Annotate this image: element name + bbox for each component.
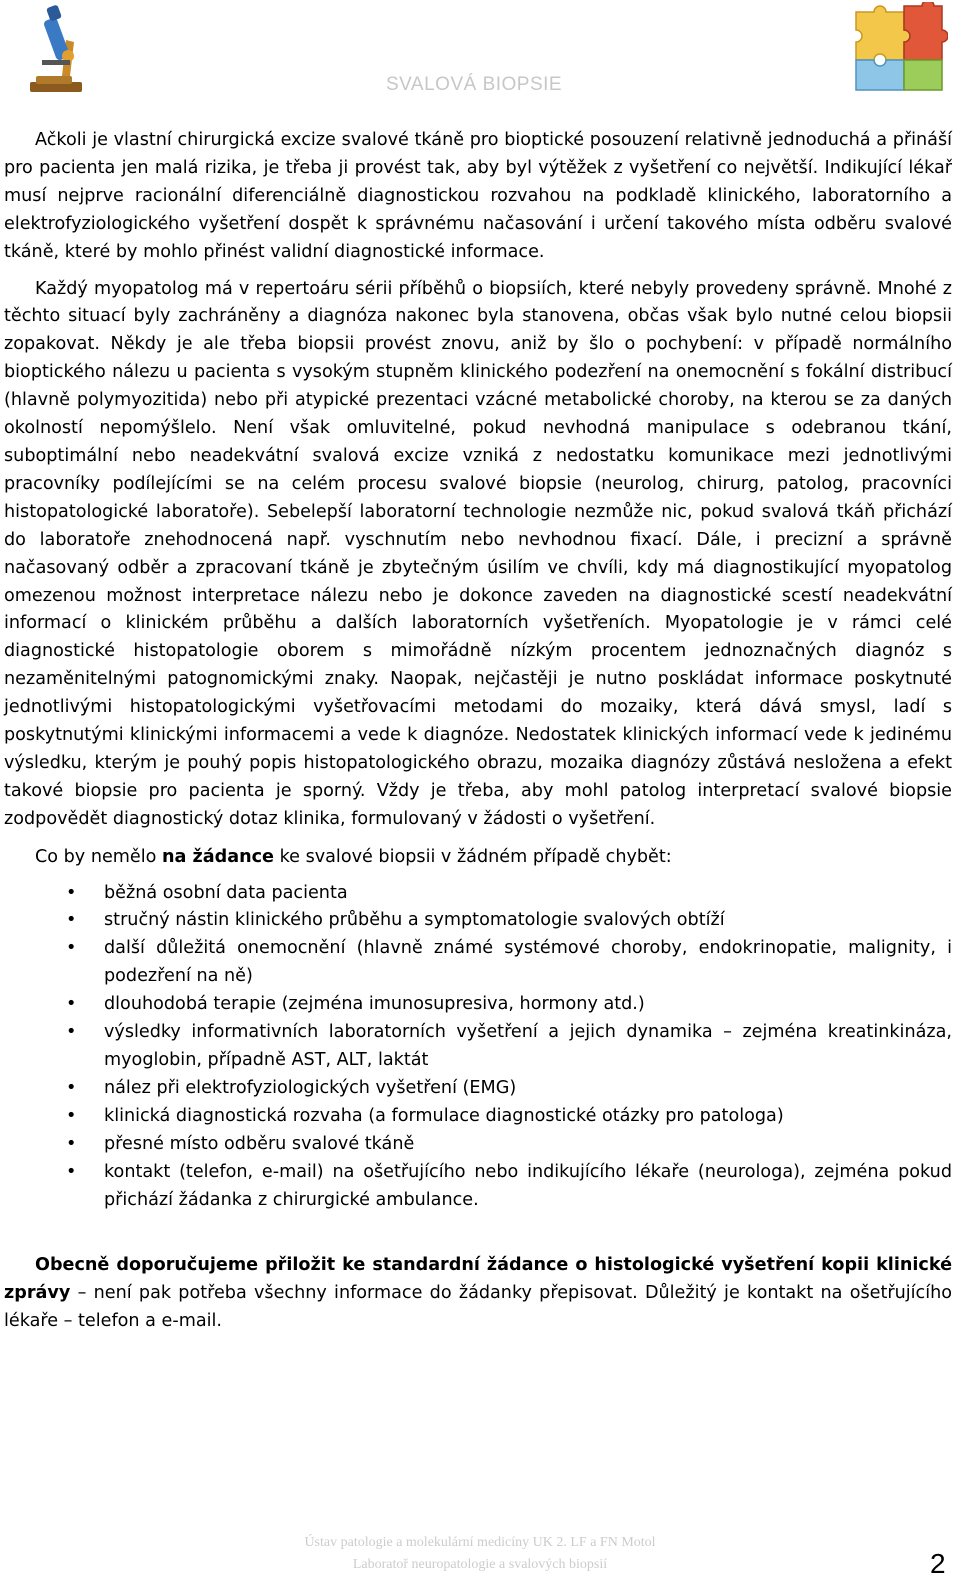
bullet-icon: •: [66, 1133, 77, 1154]
list-item: • dlouhodobá terapie (zejména imunosupresiva, hormony atd.): [4, 991, 952, 1019]
bullet-icon: •: [66, 1161, 77, 1182]
request-heading-pre: Co by nemělo: [35, 846, 162, 867]
list-item: • přesné místo odběru svalové tkáně: [4, 1131, 952, 1159]
bullet-icon: •: [66, 910, 77, 931]
request-heading-post: ke svalové biopsii v žádném případě chybět:: [274, 846, 672, 867]
microscope-icon: [22, 0, 92, 96]
list-item: • další důležitá onemocnění (hlavně známé systémové choroby, endokrinopatie, malignity, i podezření na ně): [4, 935, 952, 991]
document-body: [4, 127, 952, 1336]
bullet-icon: •: [66, 1077, 77, 1098]
bullet-icon: •: [66, 994, 77, 1015]
request-heading-bold: na žádance: [162, 846, 274, 867]
footer-institution: Ústav patologie a molekulární medicíny UK 2. LF a FN Motol: [304, 1535, 656, 1550]
footer-laboratory: Laboratoř neuropatologie a svalových biopsií: [352, 1557, 608, 1572]
bullet-icon: •: [66, 1022, 77, 1043]
header-title: SVALOVÁ BIOPSIE: [386, 74, 563, 95]
puzzle-icon: [848, 2, 948, 96]
list-item: • běžná osobní data pacienta: [4, 880, 952, 908]
bullet-icon: •: [66, 1105, 77, 1126]
intro-paragraph: Ačkoli je vlastní chirurgická excize svalové tkáně pro bioptické posouzení relativně jednoduchá a přináší pro pacienta jen malá rizika, je třeba ji provést tak, aby byl výtěžek z vyšetření co největší. Indikující lékař musí nejprve racionální diferenciálně diagnostickou rozvahou na podkladě klinického, laboratorního a elektrofyziologického vyšetření dospět k správnému načasování i určení takového místa odběru svalové tkáně, které by mohlo přinést validní diagnostické informace.: [4, 130, 952, 262]
bullet-icon: •: [66, 882, 77, 903]
requirements-list: [4, 880, 952, 1215]
list-item: • výsledky informativních laboratorních vyšetření a jejich dynamika – zejména kreatinkináza, myoglobin, případně AST, ALT, laktát: [4, 1019, 952, 1075]
stories-paragraph: Každý myopatolog má v repertoáru sérii příběhů o biopsiích, které nebyly provedeny správně. Mnohé z těchto situací byly zachráněny a diagnóza nakonec byla stanovena, občas však bylo nutné celou biopsii zopakovat. Někdy je ale třeba biopsii provést znovu, aniž by šlo o pochybení: v případě normálního bioptického nálezu u pacienta s vysokým stupněm klinického podezření na onemocnění s fokální distribucí (hlavně polymyozitida) nebo při atypické prezentaci vzácné metabolické choroby, na kterou se za daných okolností nepomýšlelo. Není však omluvitelné, pokud nevhodná manipulace s odebranou tkání, suboptimální nebo neadekvátní svalová excize vzniká z nedostatku komunikace mezi jednotlivými pracovníky podílejícími se na celém procesu svalové biopsie (neurolog, chirurg, patolog, pracovníci histopatologické laboratoře). Sebelepší laboratorní technologie nezmůže nic, pokud svalová tkáň přichází do laboratoře znehodnocená např. vyschnutím nebo nevhodnou fixací. Dále, i precizní a správně načasovaný odběr a zpracovaní tkáně je zbytečným úsilím ve chvíli, kdy má diagnostikující myopatolog omezenou možnost interpretace nálezu nebo je dokonce zaveden na diagnostické scestí neadekvátní informací o klinickém průběhu a dalších laboratorních vyšetřeních. Myopatologie je v rámci celé diagnostické histopatologie oborem s mimořádně nízkým procentem jednoznačných diagnóz s nezaměnitelnými patognomickými znaky. Naopak, nejčastěji je nutno poskládat informace poskytnuté jednotlivými histopatologickými vyšetřovacími metodami do mozaiky, která dává smysl, ladí s poskytnutými klinickými informacemi a vede k diagnóze. Nedostatek klinických informací vede k jedinému výsledku, kterým je pouhý popis histopatologického obrazu, mozaika diagnózy zůstává nesložena a efekt takové biopsie pro pacienta je sporný. Vždy je třeba, aby mohl patolog interpretací svalové biopsie zodpovědět diagnostický dotaz klinika, formulovaný v žádosti o vyšetření.: [4, 278, 952, 829]
page-number: 2: [930, 1548, 946, 1579]
list-item: • klinická diagnostická rozvaha (a formulace diagnostické otázky pro patologa): [4, 1103, 952, 1131]
list-item: • nález při elektrofyziologických vyšetření (EMG): [4, 1075, 952, 1103]
list-item: • stručný nástin klinického průběhu a symptomatologie svalových obtíží: [4, 907, 952, 935]
conclusion-rest: – není pak potřeba všechny informace do žádanky přepisovat. Důležitý je kontakt na ošetřujícího lékaře – telefon a e-mail.: [4, 1283, 952, 1332]
conclusion-bold: Obecně doporučujeme přiložit ke standardní žádance o histologické vyšetření kopii klinické zprávy: [4, 1255, 952, 1304]
request-heading: [4, 844, 952, 872]
bullet-icon: •: [66, 938, 77, 959]
list-item: • kontakt (telefon, e-mail) na ošetřujícího nebo indikujícího lékaře (neurologa), zejména pokud přichází žádanka z chirurgické ambulance.: [4, 1159, 952, 1215]
conclusion-paragraph: [4, 1252, 952, 1336]
